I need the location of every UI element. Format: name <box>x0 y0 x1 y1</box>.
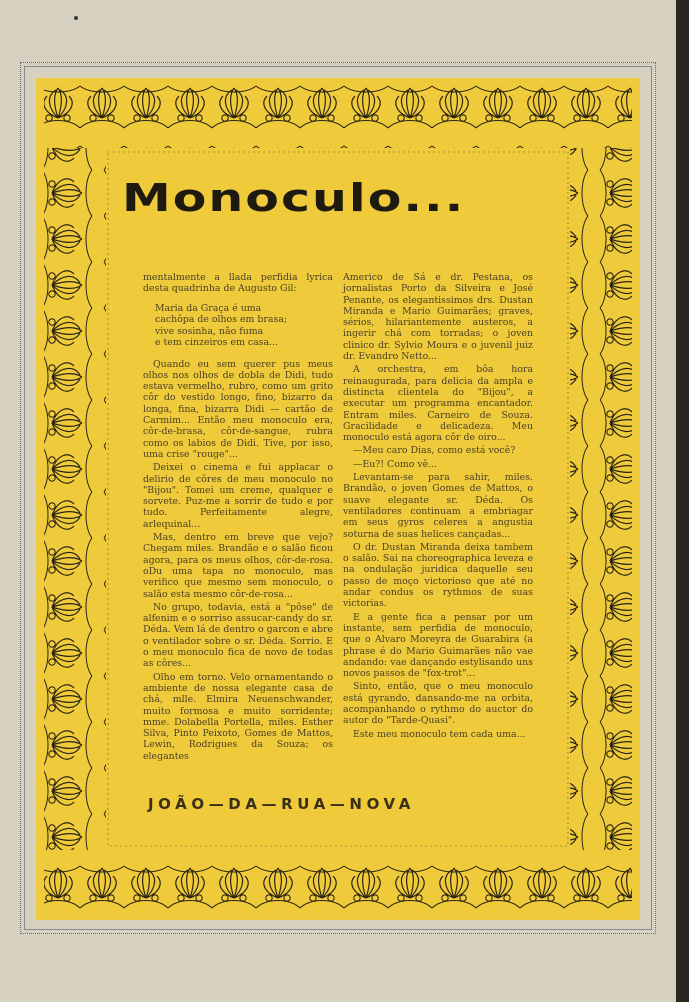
text-column-right <box>343 272 533 742</box>
author-signature: JOÃO—DA—RUA—NOVA <box>148 795 415 813</box>
body-paragraph: Quando eu sem querer pus meus olhos nos olhos de dobla de Didi, tudo estava vermelho, rubro, como um grito côr do vestido longo, fino, bizarro da longa, fina, bizarra Didi — cartão de Carmim... Então meu monoculo era, côr-de-brasa, côr-de-sangue, rubra como os labios de Didi. Tive, por isso, uma crise "rouge"... <box>143 358 333 460</box>
dialogue-line: —Eu?! Como vê... <box>353 458 438 470</box>
body-paragraph: Este meu monoculo tem cada uma... <box>353 728 526 740</box>
verse-line: vive sosinha, não fuma <box>155 325 264 337</box>
body-paragraph: Olho em torno. Velo ornamentando o ambiente de nossa elegante casa de chá, mlle. Elmira Neuenschwander, muito formosa e muito sorridente; mme. Dolabella Portella, miles. Esther Silva, Pinto Peixoto, Gomes de Mattos, Lewin, Rodrigues da Souza; os elegantes <box>143 671 333 762</box>
text-column-left <box>143 272 333 764</box>
verse-line: Maria da Graça é uma <box>155 302 262 314</box>
paper-speck <box>74 16 78 20</box>
body-paragraph: Sinto, então, que o meu monoculo está gyrando, dansando-me na orbita, acompanhando o rythmo do auctor do autor do "Tarde-Quasi". <box>343 681 533 727</box>
body-paragraph: O dr. Dustan Miranda deixa tambem o salão. Sai na choreographica leveza e na ondulação juridica daquelle seu passo de moço victorioso que até no andar condus os rythmos de suas victorias. <box>343 541 533 610</box>
verse-line: e tem cinzeiros em casa... <box>155 337 279 349</box>
body-paragraph: Deixei o cinema e fui applacar o delirio de côres de meu monoculo no "Bijou". Tomei um creme, qualquer e sorvete. Puz-me a sorrir de tudo e por tudo. Perfeitamente alegre, arlequinal... <box>143 462 333 530</box>
verse-quatrain <box>155 303 333 349</box>
intro-paragraph: mentalmente a llada perfidia lyrica desta quadrinha de Augusto Gil: <box>143 272 333 295</box>
body-paragraph: Levantam-se para sahir, miles. Brandão, o joven Gomes de Mattos, o suave elegante sr. Déda. Os ventiladores continuam a embriagar em seus gyros celeres a angustia soturna de suas helices cançadas... <box>343 472 533 540</box>
body-paragraph: E a gente fica a pensar por um instante, sem perfidia de monoculo, que o Alvaro Moreyra de Guarabira (a phrase é do Mario Guimarães não vae andando: vae dançando estylisando uns novos passos de "fox-trot"... <box>343 611 533 680</box>
body-paragraph: A orchestra, em bôa hora reinaugurada, para delicia da ampla e distincta clientela do "Bijou", a executar um programma encantador. Entram miles. Carneiro de Souza. Gracilidade e delicadeza. Meu monoculo está agora côr de oiro... <box>343 364 533 444</box>
dialogue-line: —Meu caro Dias, como está você? <box>353 445 516 457</box>
article-title: Monoculo... <box>122 176 466 221</box>
verse-line: cachôpa de olhos em brasa; <box>155 314 288 326</box>
body-paragraph: No grupo, todavia, está a "pôse" de alfenim e o sorriso assucar-candy do sr. Déda. Vem lá de dentro o garcon e abre o ventilador sobre o sr. Déda. Sorrio. E o meu monoculo fica de novo de todas as côres... <box>143 601 333 670</box>
body-paragraph: Mas, dentro em breve que vejo? Chegam miles. Brandão e o salão ficou agora, para os meus olhos, côr-de-rosa. oDu uma tapa no monoculo, mas verifico que mesmo sem monoculo, o salão esta mesmo côr-de-rosa... <box>143 532 333 600</box>
page-edge-shadow <box>676 0 689 1002</box>
body-paragraph: Americo de Sá e dr. Pestana, os jornalistas Porto da Silveira e José Penante, os elegantissimos drs. Dustan Miranda e Mario Guimarães; graves, sérios, hilariantemente austeros, a ingerir chá com torradas; o joven clinico dr. Sylvio Moura e o juvenil juiz dr. Evandro Netto... <box>343 272 533 363</box>
